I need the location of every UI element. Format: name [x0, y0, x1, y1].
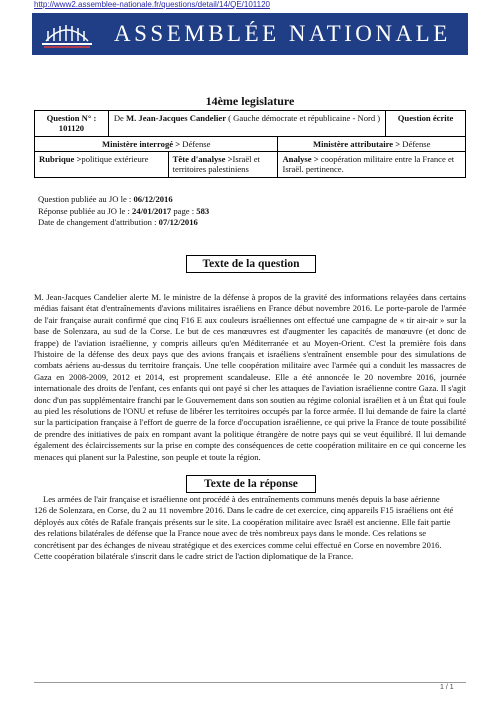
legislature-title: 14ème legislature	[205, 94, 295, 108]
rubrique-cell	[35, 151, 169, 177]
ministere-attributaire-cell	[278, 136, 466, 151]
banner-title: ASSEMBLÉE NATIONALE	[114, 21, 451, 46]
question-heading: Texte de la question	[186, 255, 316, 273]
response-date-line	[38, 206, 209, 218]
publication-date-label: Question publiée au JO le :	[38, 194, 132, 204]
publication-date-line	[38, 194, 209, 206]
footer-divider	[34, 682, 466, 683]
author-prefix: De	[113, 113, 124, 123]
tete-analyse-label: Tête d'analyse >	[172, 153, 233, 164]
ministere-attributaire-label: Ministère attributaire >	[312, 138, 401, 149]
page-label: page :	[173, 205, 195, 216]
attribution-date: 07/12/2016	[158, 217, 198, 227]
ministere-interroge-cell	[35, 136, 278, 151]
question-type-cell	[386, 111, 466, 137]
dates-block	[38, 194, 209, 229]
response-date: 24/01/2017	[132, 205, 172, 216]
page-number: 583	[196, 205, 210, 216]
question-text: M. Jean-Jacques Candelier alerte M. le ministre de la défense à propos de la gravité des informations relayées dans certains médias faisant état d'entraînements d'avions militaires israéliens en France début novembre 2016. Le porte-parole de l'armée de l'air française aurait confirmé que cinq F16 E aux couleurs israéliennes ont effectué une campagne de « tir air-air » sur la base de Solenzara, au sud de la Corse. Le but de ces manœuvres est d'augmenter les capacités de manœuvre (et donc de frappe) de l'aviation israélienne, y compris ailleurs qu'en Méditerranée et au Moyen-Orient. C'est la première fois dans l'histoire de la défense des deux pays que des avions français et israéliens s'entraînent ensemble pour des simulations de combats aériens au-dessus du territoire français. Une telle coopération militaire avec l'armée qui a conduit les massacres de Gaza en 2008-2009, 2012 et 2014, est proprement scandaleuse. Elle a été annoncée le 20 novembre 2016, journée internationale des droits de l'enfant, ces enfants qui ont payé si cher les attaques de l'aviation israélienne contre Gaza. Il s'agit donc d'un pas supplémentaire franchi par le Gouvernement dans son soutien au régime colonial israélien et à un État qui foule au pied les résolutions de l'ONU et refuse de libérer les territoires occupés par la force armée. Il lui demande de faire la clarté sur la participation française à l'effort de guerre de la force d'occupation israélienne, ce qui prive la France de toute possibilité de prendre des initiatives de paix en rompant avant la politique étrangère de notre pays qui se veut équilibré. Il lui demande également des éclaircissements sur la prise en compte des conséquences de cette coopération militaire en ce qui concerne les menaces qui planent sur la Palestine, son peuple et toute la région.	[34, 292, 466, 462]
ministere-interroge-label: Ministère interrogé >	[102, 138, 181, 149]
response-date-label: Réponse publiée au JO le :	[38, 205, 130, 216]
analyse: coopération militaire entre la France et Israël. pertinence.	[282, 153, 455, 175]
ministere-interroge: Défense	[182, 138, 211, 149]
publication-date: 06/12/2016	[133, 194, 173, 204]
rubrique: politique extérieure	[81, 153, 149, 164]
assemblee-banner	[32, 13, 468, 55]
question-number: 101120	[58, 123, 85, 134]
page-indicator: 1 / 1	[440, 684, 454, 691]
analyse-label: Analyse >	[282, 153, 319, 164]
rubrique-label: Rubrique >	[39, 153, 82, 164]
question-number-label: Question N° :	[46, 113, 97, 123]
page-url-link[interactable]: http://www2.assemblee-nationale.fr/questions/detail/14/QE/101120	[34, 0, 270, 9]
question-type: Question écrite	[397, 113, 454, 123]
ministere-attributaire: Défense	[402, 138, 431, 149]
tete-analyse: Israël et territoires palestiniens	[172, 153, 260, 175]
author-name: M. Jean-Jacques Candelier	[126, 113, 227, 123]
author-group: ( Gauche démocrate et républicaine - Nord )	[228, 113, 381, 123]
tete-analyse-cell	[168, 151, 278, 177]
author-cell	[108, 111, 385, 137]
answer-text: Les armées de l'air française et israélienne ont procédé à des entraînements communs menés depuis la base aérienne 126 de Solenzara, en Corse, du 2 au 11 novembre 2016. Dans le cadre de cet exercice, cinq appareils F15 israéliens ont été déployés aux côtés de Rafale français présents sur le site. La coopération militaire avec Israël est ancienne. Elle fait partie des relations bilatérales de défense que la France noue avec de très nombreux pays dans le monde. Ces relations se concrétisent par des échanges de niveau stratégique et des exercices comme celui effectué en Corse en novembre 2016. Cette coopération bilatérale s'inscrit dans le cadre strict de l'action diplomatique de la France.	[34, 494, 454, 562]
assemblee-logo-icon	[38, 17, 96, 51]
answer-heading: Texte de la réponse	[186, 475, 316, 493]
question-info-table	[34, 110, 466, 178]
attribution-date-line	[38, 217, 209, 229]
analyse-cell	[278, 151, 466, 177]
attribution-date-label: Date de changement d'attribution :	[38, 217, 157, 227]
question-number-cell	[35, 111, 109, 137]
